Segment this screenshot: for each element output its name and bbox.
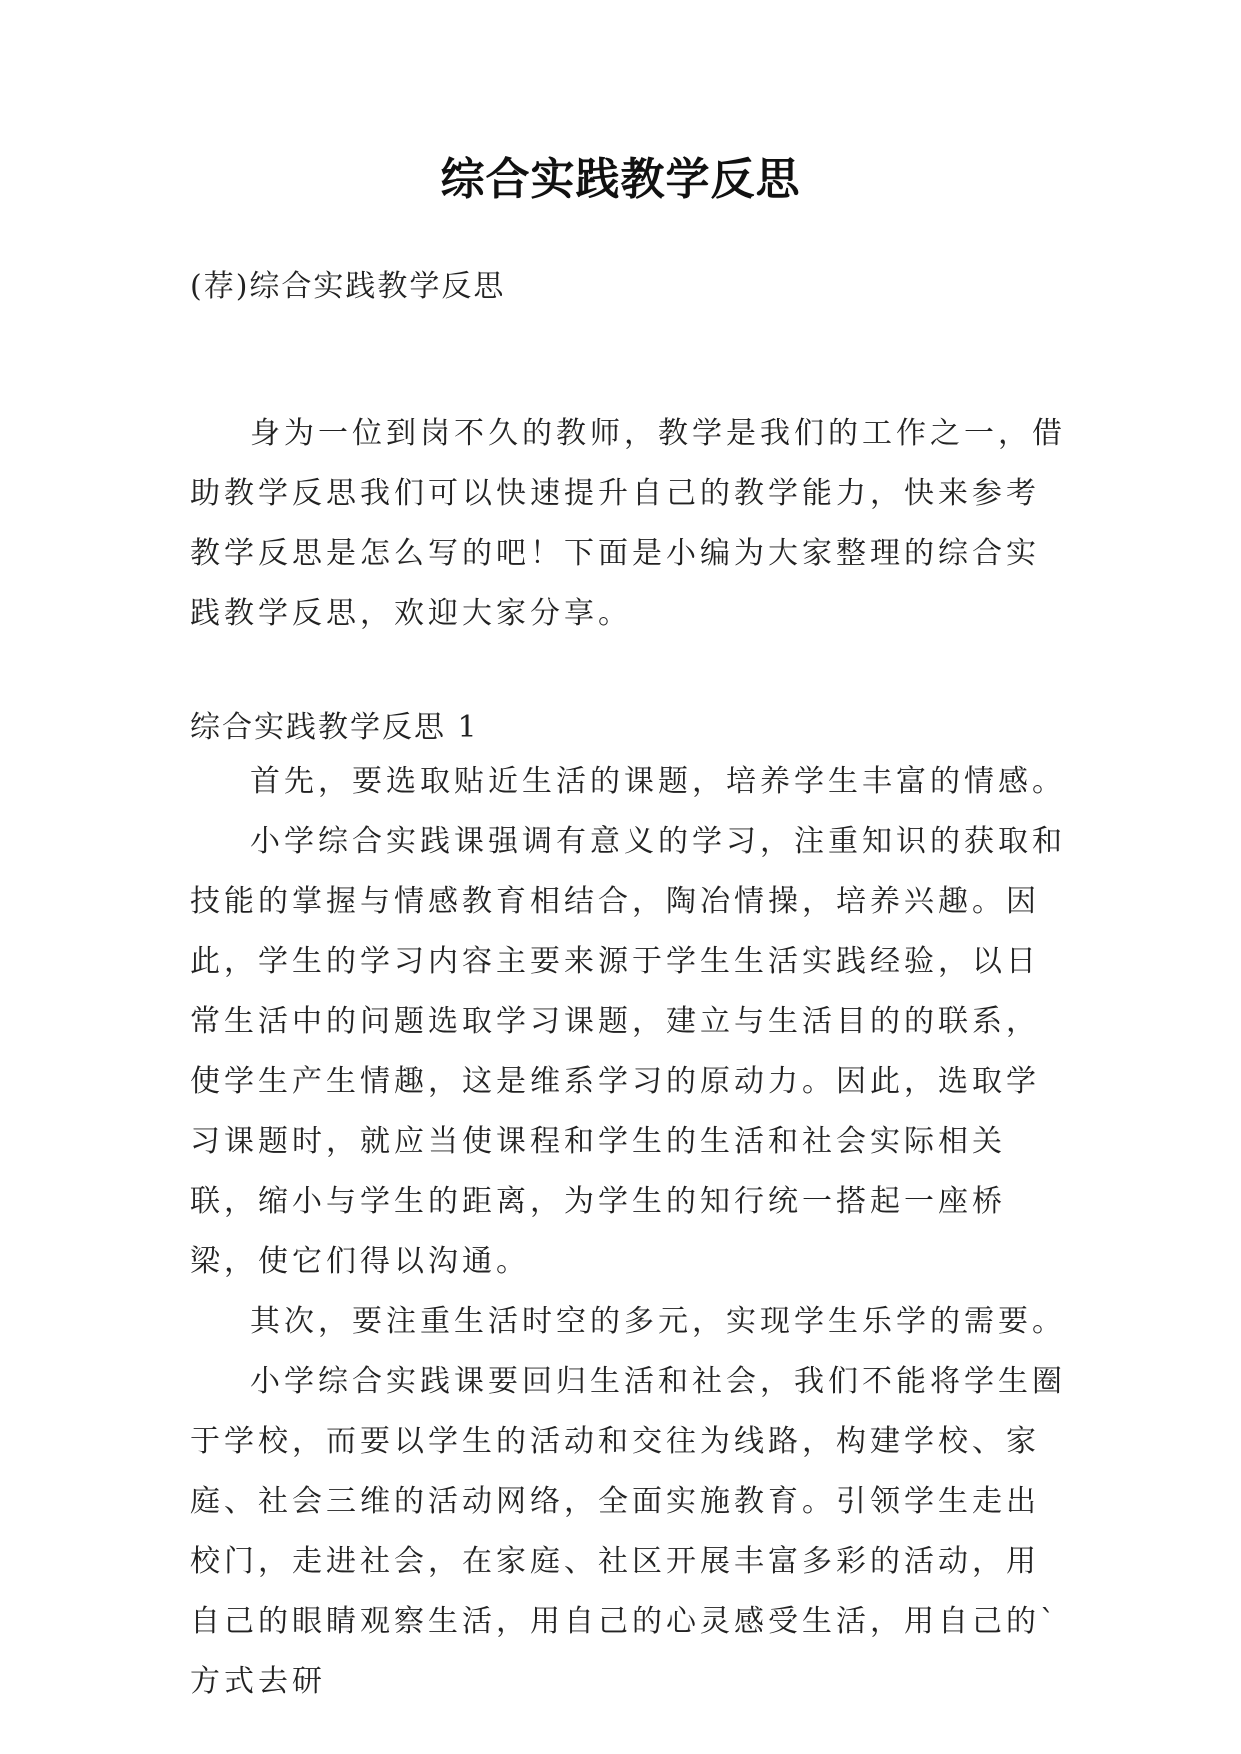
intro-paragraph: 身为一位到岗不久的教师，教学是我们的工作之一，借助教学反思我们可以快速提升自己的教学能力，快来参考教学反思是怎么写的吧！下面是小编为大家整理的综合实践教学反思，欢迎大家分享。 [190, 416, 1066, 631]
paragraph-3: 其次，要注重生活时空的多元，实现学生乐学的需要。 [250, 1304, 1066, 1339]
paragraph-1: 首先，要选取贴近生活的课题，培养学生丰富的情感。 [250, 764, 1066, 799]
intro-section [190, 404, 1070, 644]
section-heading: 综合实践教学反思 1 [190, 710, 479, 745]
paragraph-2: 小学综合实践课强调有意义的学习，注重知识的获取和技能的掌握与情感教育相结合，陶冶情操，培养兴趣。因此，学生的学习内容主要来源于学生生活实践经验，以日常生活中的问题选取学习课题，建立与生活目的的联系，使学生产生情趣，这是维系学习的原动力。因此，选取学习课题时，就应当使课程和学生的生活和社会实际相关联，缩小与学生的距离，为学生的知行统一搭起一座桥梁，使它们得以沟通。 [190, 824, 1066, 1279]
section-body [190, 752, 1070, 1712]
paragraph-4: 小学综合实践课要回归生活和社会，我们不能将学生圈于学校，而要以学生的活动和交往为线路，构建学校、家庭、社会三维的活动网络，全面实施教育。引领学生走出校门，走进社会，在家庭、社区开展丰富多彩的活动，用自己的眼睛观察生活，用自己的心灵感受生活，用自己的`方式去研 [190, 1364, 1066, 1699]
document-subtitle: (荐)综合实践教学反思 [190, 269, 506, 304]
document-title: 综合实践教学反思 [440, 154, 801, 205]
